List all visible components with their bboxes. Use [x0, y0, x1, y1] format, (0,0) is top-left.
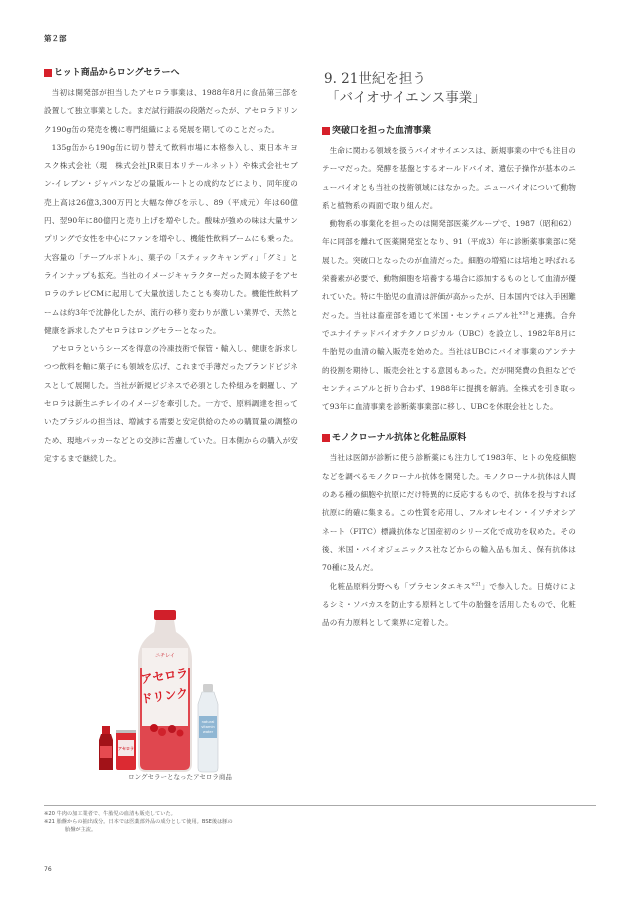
- section-heading-monoclonal: [322, 431, 576, 445]
- water-label-2: vitamin: [201, 725, 215, 729]
- left-column: [44, 66, 298, 468]
- part-label: 第２部: [44, 34, 67, 43]
- chapter-title: [324, 70, 576, 108]
- paragraph: 生命に関わる領域を扱うバイオサイエンスは、新規事業の中でも注目のテーマだった。発酵を基盤とするオールドバイオ、遺伝子操作が基本のニューバイオとも当社の技術領域にはなかった。ニューバイオについて動物系と植物系の両面で取り組んだ。: [322, 146, 576, 210]
- acerola-products-photo: [88, 608, 268, 776]
- paragraph: 当初は開発部が担当したアセロラ事業は、1988年8月に食品第三部を設置して独立事業とした。まだ試行錯誤の段階だったが、アセロラドリンク190g缶の発売を機に専門組織による発展を期してのことだった。: [44, 88, 298, 134]
- red-square-icon: [322, 434, 330, 442]
- drink-can: [116, 730, 136, 770]
- bottle-name-1: アセロラ: [139, 665, 190, 687]
- water-bottle: [198, 684, 218, 772]
- footnote-ref: ※20: [518, 311, 529, 317]
- footnote: ※21 胎盤からの抽出成分。日本では医薬部外品の成分として使用。BSE後は豚の: [44, 819, 233, 825]
- bottle-name-2: ドリンク: [139, 685, 190, 707]
- section-heading-text: 突破口を担った血清事業: [332, 126, 432, 136]
- section-heading-text: ヒット商品からロングセラーへ: [54, 68, 180, 78]
- paragraph-text: 動物系の事業化を担ったのは開発部医薬グループで、1987（昭和62）年に同部を離れて医薬開発室となり、91（平成3）年に診断薬事業部に発展した。突破口となったのが血清だった。細胞の増殖には培地と呼ばれる栄養素が必要で、動物細胞を培養する場合に添加するものとして血清が優れていた。特に牛胎児の血清は評価が高かったが、日本国内では入手困難だった。当社は畜産部を通じて米国・センティニアル社: [322, 219, 576, 320]
- water-label-1: natural: [201, 720, 215, 724]
- right-column: [322, 66, 576, 632]
- paragraph-text: と連携。合弁でユナイテッドバイオテクノロジカル（UBC）を設立し、1982年8月に牛胎児の血清の輸入販売を始めた。当社はUBCにバイオ事業のアンテナ的役割を期待し、販売会社とする意図もあった。だが開発費の負担などでセンティニアルと折り合わず、1988年に提携を解消。全株式を引き取って93年に血清事業を診断薬事業部に移し、UBCを休眠会社とした。: [322, 310, 577, 412]
- red-square-icon: [44, 69, 52, 77]
- footnote-divider: [44, 805, 596, 806]
- paragraph-text: 化粧品原料分野へも「プラセンタエキス: [329, 581, 472, 591]
- page-number: 76: [44, 866, 52, 873]
- photo-caption: ロングセラーとなったアセロラ商品: [128, 773, 232, 781]
- can-label: アセロラ: [118, 746, 134, 751]
- footnote: 胎盤が主流。: [65, 827, 97, 833]
- paragraph: 135g缶から190g缶に切り替えて飲料市場に本格参入し、東日本キヨスク株式会社（現 株式会社JR東日本リテールネット）や株式会社セブン-イレブン・ジャパンなどの量販ルートとの成約などにより、同年度の売上高は26億3,300万円と大幅な伸びを示し、89（平成元）年は60億円、翌90年に80億円と売り上げを増やした。酸味が強めの味は大量サンプリングで女性を中心にファンを増やし、機能性飲料ブームにも乗った。大容量の「テーブルボトル」、菓子の「スティックキャンディ」「グミ」とラインナップも拡充。当社のイメージキャラクターだった岡本綾子をアセロラのテレビCMに起用して大量放送したことも奏功した。機能性飲料ブームは約3年で沈静化したが、流行の移り変わりが激しい業界で、天然と健康を訴求したアセロラはロングセラーとなった。: [44, 142, 298, 335]
- bottle-brand: ニチレイ: [155, 653, 175, 659]
- section-heading-serum: [322, 124, 576, 138]
- paragraph: アセロラというシーズを得意の冷凍技術で保管・輸入し、健康を訴求しつつ飲料を軸に菓子にも領域を広げ、これまで手薄だったブランドビジネスとして展開した。当社が新規ビジネスで必須とした枠組みを網羅し、アセロラは新生ニチレイのイメージを牽引した。一方で、原料調達を担っていたブラジルの担当は、増減する需要と安定供給のための購買量の調整のため、現地パッカーなどとの交渉に苦慮していた。日本側からの購入が安定するまで継続した。: [44, 344, 298, 463]
- red-square-icon: [322, 127, 330, 135]
- chapter-title-line2: 「バイオサイエンス事業」: [326, 90, 486, 106]
- acerola-products-illustration: [88, 608, 268, 776]
- chapter-title-line1: 9. 21世紀を担う: [324, 71, 426, 87]
- paragraph: [322, 215, 576, 416]
- footnote: ※20 牛肉の加工業者で、牛胎児の血清も販売していた。: [44, 811, 176, 817]
- water-label-3: water: [202, 730, 214, 734]
- footnotes: [44, 810, 344, 834]
- footnote-ref: ※21: [471, 582, 482, 587]
- large-bottle: [138, 610, 192, 772]
- section-heading-hit-product: [44, 66, 298, 80]
- paragraph: [322, 578, 576, 633]
- small-bottle: [99, 726, 113, 770]
- paragraph-text: 」で参入した。日焼けによるシミ・ソバカスを防止する原料として牛の胎盤を活用したもので、化粧品の有力原料として業界に定着した。: [322, 581, 577, 628]
- section-heading-text: モノクローナル抗体と化粧品原料: [332, 433, 467, 444]
- paragraph: 当社は医師が診断に使う診断薬にも注力して1983年、ヒトの免疫細胞などを調べるモノクローナル抗体を開発した。モノクローナル抗体は人間のある種の細胞や抗原にだけ特異的に反応するもので、抗体を投与すれば抗原に的確に集まる。この性質を応用し、フルオレセイン・イソチオシアネート（FITC）標識抗体など国産初のシリーズ化で成功を収めた。その後、米国・バイオジェニックス社などからの輸入品も加え、保有抗体は70種に及んだ。: [322, 453, 576, 573]
